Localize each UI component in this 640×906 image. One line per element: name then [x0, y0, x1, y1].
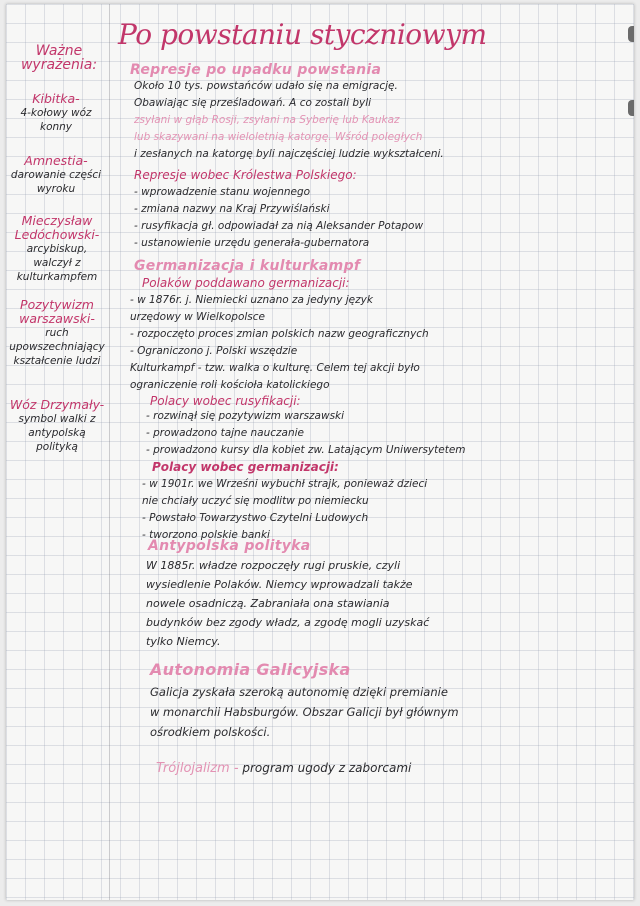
notebook-page	[6, 4, 634, 900]
margin-line	[109, 4, 110, 900]
section-subheading: Polacy wobec germanizacji:	[152, 460, 339, 474]
section-heading: Autonomia Galicyjska	[150, 660, 351, 679]
sidebar-heading: Ważne wyrażenia:	[20, 43, 98, 73]
section-list: - wprowadzenie stanu wojennego - zmiana nazwy na Kraj Przywiślański - rusyfikacja gł. odpowiadał za nią Aleksander Potapow - ustanowienie urzędu generała-gubernatora	[134, 186, 424, 249]
definition-line: Trójlojalizm - program ugody z zaborcami	[156, 761, 412, 776]
sidebar-term: Mieczysław Ledóchowski- arcybiskup, walczył z kulturkampfem	[14, 213, 100, 283]
sidebar-term: Kibitka- 4-kołowy wóz konny	[20, 91, 92, 133]
section-subheading: Polaków poddawano germanizacji:	[142, 276, 350, 290]
sidebar-term: Pozytywizm warszawski- ruch upowszechniający kształcenie ludzi	[9, 297, 105, 367]
binder-ring	[628, 100, 634, 116]
page-title: Po powstaniu styczniowym	[118, 18, 487, 51]
sidebar-term: Amnestia- darowanie części wyroku	[10, 153, 102, 195]
section-list: - rozwinął się pozytywizm warszawski - prowadzono tajne nauczanie - prowadzono kursy dla kobiet zw. Latającym Uniwersytetem	[146, 410, 466, 456]
binder-ring	[628, 26, 634, 42]
sidebar-term: Wóz Drzymały- symbol walki z antypolską polityką	[9, 397, 105, 453]
section-list: - w 1876r. j. Niemiecki uznano za jedyny język urzędowy w Wielkopolsce - rozpoczęto proces zmian polskich nazw geograficznych - Ograniczono j. Polski wszędzie Kulturkampf - tzw. walka o kulturę. Celem tej akcji było ograniczenie roli kościoła katolickiego	[130, 294, 429, 391]
section-text: Galicja zyskała szeroką autonomię dzięki premianie w monarchii Habsburgów. Obszar Galicji był głównym ośrodkiem polskości.	[150, 685, 459, 739]
section-list: - w 1901r. we Wrześni wybuchł strajk, ponieważ dzieci nie chciały uczyć się modlitw po niemiecku - Powstało Towarzystwo Czytelni Ludowych - tworzono polskie banki	[142, 478, 428, 541]
section-text: W 1885r. władze rozpoczęły rugi pruskie, czyli wysiedlenie Polaków. Niemcy wprowadzali także nowele osadniczą. Zabraniała ona stawiania budynków bez zgody władz, a zgodę mogli uzyskać tylko Niemcy.	[146, 559, 430, 648]
section-subheading: Represje wobec Królestwa Polskiego:	[134, 168, 357, 182]
section-subheading: Polacy wobec rusyfikacji:	[150, 394, 301, 408]
section-text: Około 10 tys. powstańców udało się na emigrację. Obawiając się prześladowań. A co zostali byli zsyłani w głąb Rosji, zsyłani na Syberię lub Kaukaz lub skazywani na wieloletnią katorgę. Wśród poległych i zesłanych na katorgę byli najczęściej ludzie wykształceni.	[134, 80, 444, 160]
section-heading: Represje po upadku powstania	[130, 62, 382, 78]
section-heading: Antypolska polityka	[148, 538, 311, 554]
section-heading: Germanizacja i kulturkampf	[134, 258, 361, 274]
